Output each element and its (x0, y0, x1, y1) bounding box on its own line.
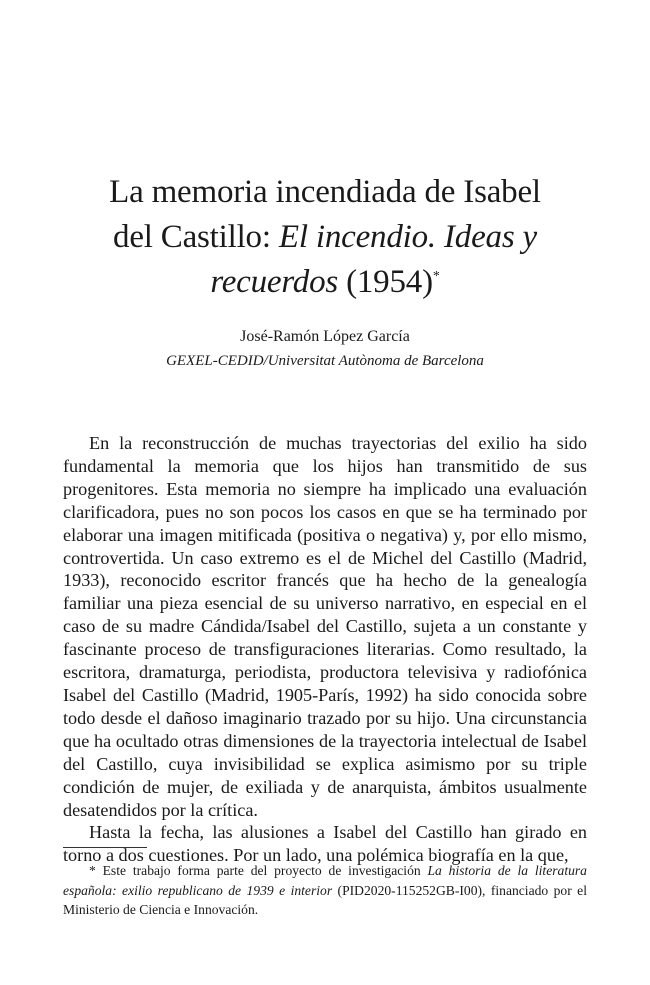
author-affiliation: GEXEL-CEDID/Universitat Autònoma de Barcelona (166, 353, 484, 369)
title-line-3-roman: (1954) (338, 264, 433, 300)
body-paragraph-2: Hasta la fecha, las alusiones a Isabel del Castillo han girado en torno a dos cuestiones. Por un lado, una polémica biografía en la que, (63, 822, 587, 866)
title-footnote-marker: * (432, 269, 440, 284)
title-line-2-italic: El incendio. Ideas y (278, 219, 537, 255)
author-name: José-Ramón López García (240, 328, 410, 345)
footnote-marker: * (89, 863, 103, 878)
footnote-italic-title: La historia de la literatura española: exilio republicano de 1939 e interior (63, 863, 587, 898)
footnote (63, 861, 587, 920)
article-body (63, 432, 587, 867)
footnote-separator (63, 847, 147, 848)
footnote-text-before: Este trabajo forma parte del proyecto de investigación (102, 863, 428, 878)
body-paragraph-1: En la reconstrucción de muchas trayectorias del exilio ha sido fundamental la memoria que los hijos han transmitido de sus progenitores. Esta memoria no siempre ha implicado una evaluación clarificadora, pues no son pocos los casos en que se ha terminado por elaborar una imagen mitificada (positiva o negativa) y, por ello mismo, controvertida. Un caso extremo es el de Michel del Castillo (Madrid, 1933), reconocido escritor francés que ha hecho de la genealogía familiar una pieza esencial de su universo narrativo, en especial en el caso de su madre Cándida/Isabel del Castillo, sujeta a un constante y fascinante proceso de transfiguraciones literarias. Como resultado, la escritora, dramaturga, periodista, productora televisiva y radiofónica Isabel del Castillo (Madrid, 1905-París, 1992) ha sido conocida sobre todo desde el dañoso imaginario trazado por su hijo. Una circunstancia que ha ocultado otras dimensiones de la trayectoria intelectual de Isabel del Castillo, cuya invisibilidad se explica asimismo por su triple condición de mujer, de exiliada y de anarquista, ámbitos usualmente desatendidos por la crítica. (63, 433, 587, 820)
title-line-1: La memoria incendiada de Isabel (109, 174, 541, 210)
title-line-2-roman: del Castillo: (113, 219, 279, 255)
footnote-text-after: (PID2020-115252GB-I00), financiado por el Ministerio de Ciencia e Innovación. (63, 882, 587, 917)
article-title (60, 170, 590, 305)
title-line-3-italic: recuerdos (210, 264, 339, 300)
